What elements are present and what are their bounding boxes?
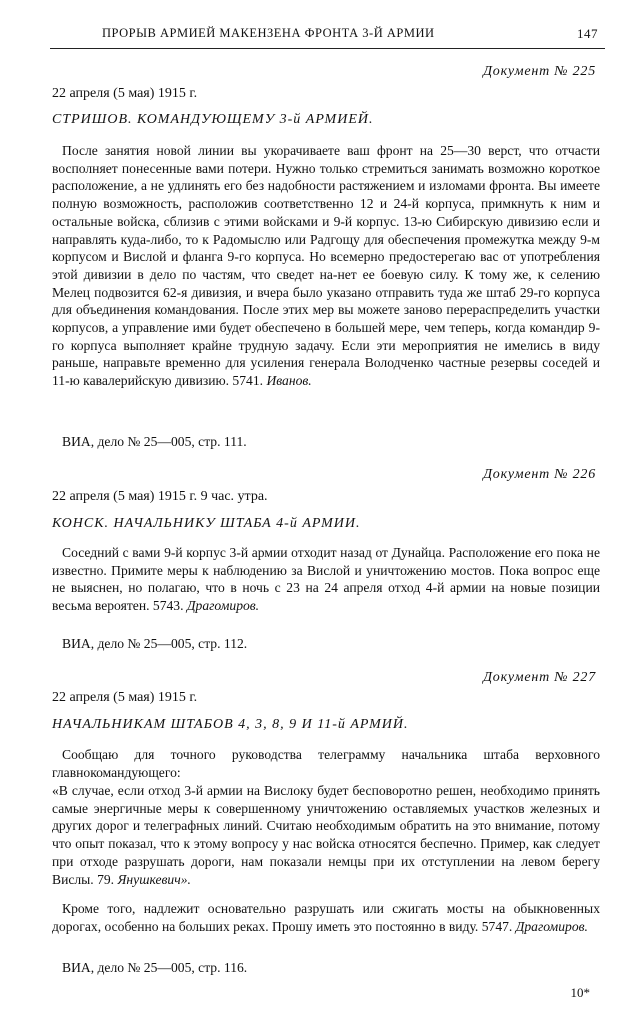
- quoted-telegram: [52, 782, 600, 888]
- document-address: КОНСК. НАЧАЛЬНИКУ ШТАБА 4-й АРМИИ.: [52, 516, 361, 531]
- document-paragraph: [52, 746, 600, 781]
- signature-mark: 10*: [570, 985, 590, 1000]
- document-date: 22 апреля (5 мая) 1915 г.: [52, 86, 198, 101]
- document-address: НАЧАЛЬНИКАМ ШТАБОВ 4, 3, 8, 9 И 11-й АРМИЙ.: [52, 717, 409, 732]
- document-number: Документ № 225: [483, 64, 596, 79]
- signature: Драгомиров.: [186, 598, 260, 614]
- signature: Драгомиров.: [515, 918, 588, 934]
- document-number: Документ № 227: [483, 670, 596, 685]
- archive-reference: ВИА, дело № 25—005, стр. 116.: [62, 960, 248, 975]
- archive-reference: ВИА, дело № 25—005, стр. 112.: [62, 636, 248, 651]
- page-number: 147: [577, 26, 598, 41]
- paragraph-text: Соседний с вами 9-й корпус 3-й армии отходит назад от Дунайца. Расположение его пока не известно. Примите меры к наблюдению за Вислой и уничтожению мостов. Пока вопрос еще не выяснен, но полагаю, что в ночь с 23 на 24 апреля отход 4-й армии на новые позиции весьма вероятен. 5743.: [52, 545, 600, 614]
- document-number: Документ № 226: [483, 467, 596, 482]
- document-paragraph: [52, 142, 600, 390]
- document-date: 22 апреля (5 мая) 1915 г.: [52, 690, 198, 705]
- signature: Янушкевич».: [117, 871, 191, 887]
- document-paragraph: [52, 544, 600, 615]
- paragraph-text: После занятия новой линии вы укорачиваете ваш фронт на 25—30 верст, что отчасти восполняет понесенные вами потери. Нужно только стремиться занимать возможно короткое расположение, а не удлинять его без надобности растяжением и изломами фронта. Вы имеете полную возможность, расположив соответственно 12 и 24-й корпуса, примкнуть к ним и остальные войска, сблизив с этими войсками и 9-й корпус. 13-ю Сибирскую дивизию если и направлять куда-либо, то к Радомыслю или Радгощу для обеспечения промежутка между 9-м корпусом и Вислой и фланга 9-го корпуса. Но всемерно предостерегаю вас от употребления этой дивизии в дело по частям, что сведет на-нет ее боевую силу. К тому же, к селению Мелец подвозится 62-я дивизия, и вчера было указано отправить туда же штаб 29-го корпуса для объединения командования. После этих мер вы можете заново перераспределить участки корпусов, а управление ими будет обеспечено в большей мере, чем теперь, когда командир 9-го корпуса выполняет крайне трудную задачу. Если эти мероприятия не имелись в виду раньше, направьте временно для усиления генерала Володченко частные резервы соседей и 11-ю кавалерийскую дивизию. 5741.: [52, 143, 600, 389]
- header-rule: [50, 48, 605, 49]
- paragraph-text: Сообщаю для точного руководства телеграмму начальника штаба верховного главнокомандующего:: [52, 747, 600, 780]
- running-head: [58, 26, 598, 44]
- paragraph-text: «В случае, если отход 3-й армии на Вислоку будет бесповоротно решен, необходимо принять самые энергичные меры к совершенному уничтожению оставляемых участков железных и других дорог и телеграфных линий. Считаю необходимым обратить на это внимание, потому что опыт показал, что к этому вопросу у нас войска относятся беспечно. Пример, как следует при отходе разрушать дороги, нам показали немцы при их отступлении на левом берегу Вислы. 79.: [52, 783, 600, 887]
- document-address: СТРИШОВ. КОМАНДУЮЩЕМУ 3-й АРМИЕЙ.: [52, 112, 374, 127]
- document-paragraph: [52, 900, 600, 935]
- paragraph-text: Кроме того, надлежит основательно разрушать или сжигать мосты на обыкновенных дорогах, особенно на больших реках. Прошу иметь это постоянно в виду. 5747.: [52, 901, 600, 934]
- signature: Иванов.: [266, 373, 312, 389]
- archive-reference: ВИА, дело № 25—005, стр. 111.: [62, 434, 247, 449]
- running-title: ПРОРЫВ АРМИЕЙ МАКЕНЗЕНА ФРОНТА 3-Й АРМИИ: [102, 26, 435, 40]
- document-date: 22 апреля (5 мая) 1915 г. 9 час. утра.: [52, 489, 268, 504]
